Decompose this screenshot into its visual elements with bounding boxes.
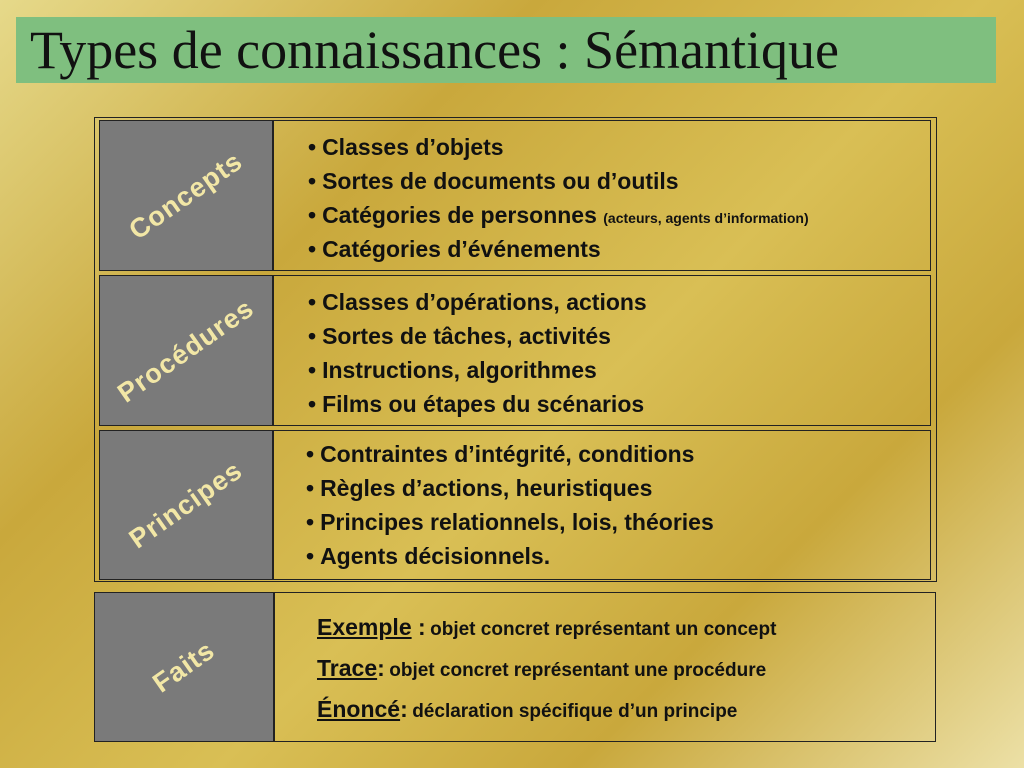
slide-title: Types de connaissances : Sémantique xyxy=(30,20,839,80)
section-items xyxy=(306,437,714,573)
facts-items xyxy=(317,611,776,734)
list-item xyxy=(306,505,714,539)
fact-separator: : xyxy=(411,614,426,640)
item-text: Classes d’opérations, actions xyxy=(322,289,647,315)
section-items xyxy=(308,285,647,421)
bullet: • xyxy=(308,202,317,228)
item-text: Agents décisionnels. xyxy=(320,543,551,569)
section-facts xyxy=(94,592,936,742)
item-text: Règles d’actions, heuristiques xyxy=(320,475,653,501)
list-item xyxy=(308,130,809,164)
fact-definition: objet concret représentant une procédure xyxy=(389,660,767,681)
fact-item xyxy=(317,611,776,652)
section-items xyxy=(308,130,809,266)
section-label: Procédures xyxy=(112,292,260,408)
item-text: Contraintes d’intégrité, conditions xyxy=(320,441,695,467)
section-label: Principes xyxy=(123,454,248,555)
bullet: • xyxy=(308,357,317,383)
bullet: • xyxy=(308,236,317,262)
list-item xyxy=(308,353,647,387)
bullet: • xyxy=(306,509,315,535)
bullet: • xyxy=(306,475,315,501)
item-text: Sortes de tâches, activités xyxy=(322,323,611,349)
item-text: Classes d’objets xyxy=(322,134,504,160)
bullet: • xyxy=(308,391,317,417)
list-item xyxy=(308,319,647,353)
item-text: Catégories d’événements xyxy=(322,236,601,262)
list-item xyxy=(308,232,809,266)
section-label-box xyxy=(100,431,274,579)
list-item xyxy=(306,437,714,471)
bullet: • xyxy=(308,134,317,160)
item-text: Sortes de documents ou d’outils xyxy=(322,168,679,194)
section-procedures xyxy=(99,275,931,426)
section-principles xyxy=(99,430,931,580)
fact-term: Trace xyxy=(317,655,378,681)
bullet: • xyxy=(308,168,317,194)
list-item xyxy=(306,539,714,573)
section-concepts xyxy=(99,120,931,271)
item-text: Films ou étapes du scénarios xyxy=(322,391,645,417)
list-item xyxy=(308,198,809,232)
fact-separator: : xyxy=(400,696,408,722)
fact-term: Énoncé xyxy=(317,696,401,722)
bullet: • xyxy=(308,289,317,315)
fact-definition: déclaration spécifique d’un principe xyxy=(412,701,738,722)
fact-term: Exemple xyxy=(317,614,412,640)
section-label: Faits xyxy=(147,634,221,699)
list-item xyxy=(306,471,714,505)
list-item xyxy=(308,164,809,198)
title-bar xyxy=(16,17,996,83)
bullet: • xyxy=(306,543,315,569)
list-item xyxy=(308,285,647,319)
list-item xyxy=(308,387,647,421)
section-label-box xyxy=(100,121,274,270)
section-label-box xyxy=(95,593,275,741)
fact-item xyxy=(317,652,776,693)
item-text: Catégories de personnes xyxy=(322,202,597,228)
bullet: • xyxy=(308,323,317,349)
item-text: Instructions, algorithmes xyxy=(322,357,597,383)
bullet: • xyxy=(306,441,315,467)
fact-separator: : xyxy=(377,655,385,681)
section-label-box xyxy=(100,276,274,425)
item-text: Principes relationnels, lois, théories xyxy=(320,509,714,535)
fact-definition: objet concret représentant un concept xyxy=(430,619,777,640)
item-note: (acteurs, agents d’information) xyxy=(603,210,809,226)
fact-item xyxy=(317,693,776,734)
section-label: Concepts xyxy=(123,145,248,245)
